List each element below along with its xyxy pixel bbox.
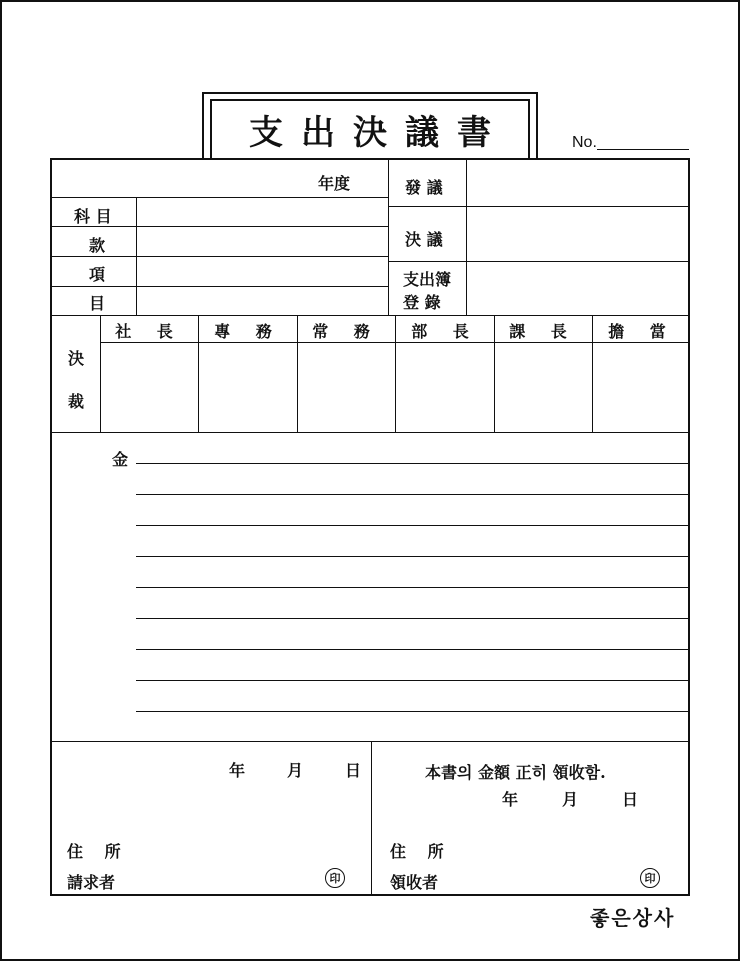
approval-stamp-box[interactable] (102, 344, 197, 431)
claimant-address-label: 住 所 (67, 842, 129, 861)
ledger-field[interactable] (468, 263, 690, 314)
approval-stamp-box[interactable] (594, 344, 689, 431)
account-field[interactable] (138, 199, 387, 225)
description-line[interactable] (136, 494, 690, 495)
approval-stamp-box[interactable] (200, 344, 296, 431)
form-table (50, 158, 690, 896)
form-title: 支出決議書 (249, 113, 509, 153)
rule (136, 197, 137, 315)
subitem-field[interactable] (138, 288, 387, 314)
description-line[interactable] (136, 587, 690, 588)
number-field[interactable] (597, 149, 689, 150)
proposal-field[interactable] (468, 161, 690, 205)
receipt-date-year: 年 (502, 790, 519, 809)
description-line[interactable] (136, 556, 690, 557)
account-label: 科 目 (74, 207, 112, 226)
claimant-seal: 印 (325, 868, 345, 888)
brand-logo: 좋은상사 (590, 906, 676, 930)
amount-line[interactable] (136, 463, 690, 464)
approval-side-label-2: 裁 (68, 392, 85, 411)
description-line[interactable] (136, 680, 690, 681)
resolution-field[interactable] (468, 208, 690, 260)
ledger-label: 支出簿 (403, 270, 452, 289)
role-senior-director: 專 務 (214, 322, 282, 341)
claim-date-month: 月 (287, 761, 304, 780)
rule (388, 261, 690, 262)
item-label: 項 (89, 265, 106, 284)
rule (52, 197, 389, 198)
receipt-date-day: 日 (622, 790, 639, 809)
approval-stamp-box[interactable] (299, 344, 394, 431)
rule (52, 432, 690, 433)
rule (466, 160, 467, 315)
rule (52, 256, 389, 257)
ledger-label-2: 登 錄 (403, 293, 441, 312)
description-line[interactable] (136, 618, 690, 619)
section-field[interactable] (138, 228, 387, 255)
approval-stamp-box[interactable] (496, 344, 591, 431)
receiver-label: 領收者 (390, 873, 439, 892)
proposal-label: 發 議 (405, 178, 443, 197)
receipt-statement: 本書의 金額 正히 領收함. (425, 763, 606, 782)
role-section-head: 課 長 (509, 322, 577, 341)
role-president: 社 長 (115, 322, 183, 341)
receiver-address-label: 住 所 (390, 842, 452, 861)
resolution-label: 決 議 (405, 230, 443, 249)
claim-date-day: 日 (345, 761, 362, 780)
rule (388, 206, 690, 207)
rule (388, 160, 389, 315)
year-label: 年度 (318, 174, 351, 193)
rule (52, 315, 690, 316)
approval-stamp-box[interactable] (397, 344, 493, 431)
subitem-label: 目 (89, 294, 106, 313)
claim-date-year: 年 (229, 761, 246, 780)
number-label: No. (572, 134, 597, 151)
approval-side-label: 決 (68, 349, 85, 368)
role-person-in-charge: 擔 當 (608, 322, 676, 341)
role-department-head: 部 長 (411, 322, 479, 341)
amount-label: 金 (112, 450, 129, 469)
description-line[interactable] (136, 649, 690, 650)
receiver-seal: 印 (640, 868, 660, 888)
role-managing-director: 常 務 (312, 322, 380, 341)
claimant-label: 請求者 (67, 873, 116, 892)
receipt-date-month: 月 (562, 790, 579, 809)
rule (52, 286, 389, 287)
section-label: 款 (89, 236, 106, 255)
title-box (210, 99, 530, 160)
rule (371, 741, 372, 896)
item-field[interactable] (138, 258, 387, 285)
description-line[interactable] (136, 711, 690, 712)
description-line[interactable] (136, 525, 690, 526)
